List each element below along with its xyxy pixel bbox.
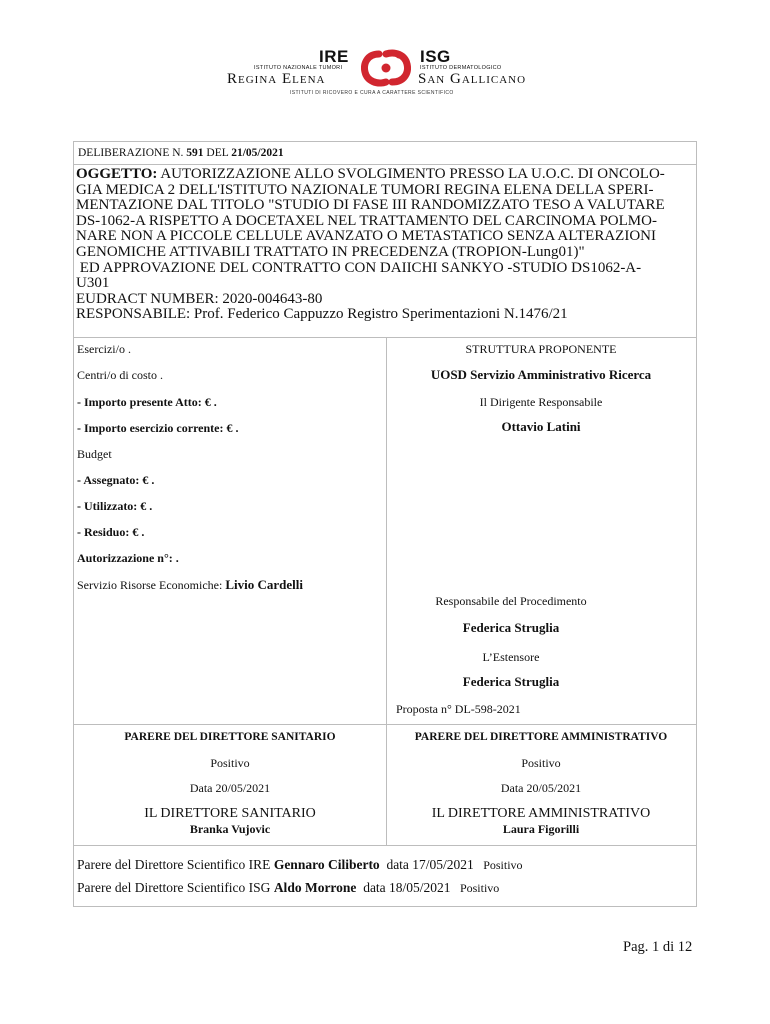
delibera-date: 21/05/2021	[231, 147, 284, 159]
budget-label: Budget	[77, 447, 112, 461]
servizio-risorse	[77, 577, 303, 593]
oggetto-text: AUTORIZZAZIONE ALLO SVOLGIMENTO PRESSO LA U.O.C. DI ONCOLO- GIA MEDICA 2 DELL'ISTITUTO NAZIONALE TUMORI REGINA ELENA DELLA SPERI- MENTAZIONE DAL TITOLO "STUDIO DI FASE III RANDOMIZZATO TESO A VALUTARE DS-1062-A RISPETTO A DOCETAXEL NEL TRATTAMENTO DEL CARCINOMA POLMO- NARE NON A PICCOLE CELLULE AVANZATO O METASTATICO SENZA ALTERAZIONI GENOMICHE ATTIVABILI TRATTATO IN PRECEDENZA (TROPION-Lung01)" ED APPROVAZIONE DEL CONTRATTO CON DAIICHI SANKYO -STUDIO DS1062-A- U301 EUDRACT NUMBER: 2020-004643-80 RESPONSABILE: Prof. Federico Cappuzzo Registro Sperimentazioni N.1476/21	[76, 166, 665, 323]
header-logo	[224, 44, 554, 100]
parere-sanitario-header: PARERE DEL DIRETTORE SANITARIO	[124, 731, 336, 743]
estensore-name: Federica Struglia	[462, 674, 560, 689]
isg-name: San Gallicano	[418, 71, 527, 87]
oggetto-block	[76, 167, 696, 323]
struttura-proponente: STRUTTURA PROPONENTE	[465, 342, 617, 356]
dirigente-label: Il Dirigente Responsabile	[479, 395, 603, 409]
parere-amministrativo-header: PARERE DEL DIRETTORE AMMINISTRATIVO	[414, 731, 668, 743]
divider-delibera	[73, 164, 697, 165]
parere-ire-esito: Positivo	[483, 858, 523, 872]
parere-isg-name: Aldo Morrone	[273, 880, 357, 895]
proposta-number: Proposta n° DL-598-2021	[396, 702, 521, 716]
servizio-name: Livio Cardelli	[225, 577, 303, 592]
residuo: - Residuo: € .	[77, 525, 145, 539]
divider-pareri	[73, 845, 697, 846]
logo-tagline: ISTITUTI DI RICOVERO E CURA A CARATTERE SCIENTIFICO	[290, 90, 454, 96]
parere-ire-prefix: Parere del Direttore Scientifico IRE	[77, 857, 271, 872]
delibera-prefix: DELIBERAZIONE N.	[78, 147, 184, 159]
isg-code: ISG	[420, 47, 451, 66]
importo-esercizio: - Importo esercizio corrente: € .	[77, 421, 239, 435]
isg-subtitle: ISTITUTO DERMATOLOGICO	[420, 65, 502, 71]
assegnato: - Assegnato: € .	[77, 473, 155, 487]
ire-code: IRE	[319, 47, 349, 66]
parere-isg-prefix: Parere del Direttore Scientifico ISG	[77, 880, 271, 895]
divider-oggetto	[73, 337, 697, 338]
servizio-label: Servizio Risorse Economiche:	[77, 578, 223, 592]
direttore-amministrativo-name: Laura Figorilli	[502, 822, 580, 836]
parere-scientifico-ire	[77, 857, 523, 873]
parere-isg-esito: Positivo	[459, 881, 500, 895]
centro-costo: Centri/o di costo .	[77, 368, 163, 382]
parere-amministrativo-data: Data 20/05/2021	[500, 781, 582, 795]
autorizzazione: Autorizzazione n°: .	[77, 551, 179, 565]
parere-isg-data: data 18/05/2021	[363, 880, 451, 895]
parere-ire-name: Gennaro Ciliberto	[273, 857, 380, 872]
divider-budget	[73, 724, 697, 725]
resp-proc-name: Federica Struglia	[462, 620, 560, 635]
resp-proc-label: Responsabile del Procedimento	[435, 594, 587, 608]
ire-subtitle: ISTITUTO NAZIONALE TUMORI	[254, 65, 343, 71]
delibera-del: DEL	[206, 147, 229, 159]
delibera-number: 591	[186, 147, 204, 159]
parere-sanitario-esito: Positivo	[210, 756, 250, 770]
parere-scientifico-isg	[77, 880, 499, 896]
institute-emblem-icon	[361, 48, 411, 88]
direttore-sanitario-name: Branka Vujovic	[189, 822, 271, 836]
parere-amministrativo-esito: Positivo	[521, 756, 561, 770]
dirigente-name: Ottavio Latini	[501, 419, 581, 434]
uosd-name: UOSD Servizio Amministrativo Ricerca	[430, 367, 652, 382]
parere-sanitario-data: Data 20/05/2021	[189, 781, 271, 795]
esercizio: Esercizi/o .	[77, 342, 131, 356]
direttore-sanitario-title: IL DIRETTORE SANITARIO	[144, 806, 316, 821]
page-number: Pag. 1 di 12	[623, 939, 693, 955]
direttore-amministrativo-title: IL DIRETTORE AMMINISTRATIVO	[431, 806, 651, 821]
delibera-line	[78, 147, 284, 159]
ire-name: Regina Elena	[227, 71, 326, 87]
utilizzato: - Utilizzato: € .	[77, 499, 153, 513]
parere-ire-data: data 17/05/2021	[386, 857, 474, 872]
estensore-label: L’Estensore	[482, 650, 540, 664]
oggetto-label: OGGETTO:	[76, 166, 158, 182]
importo-atto: - Importo presente Atto: € .	[77, 395, 217, 409]
